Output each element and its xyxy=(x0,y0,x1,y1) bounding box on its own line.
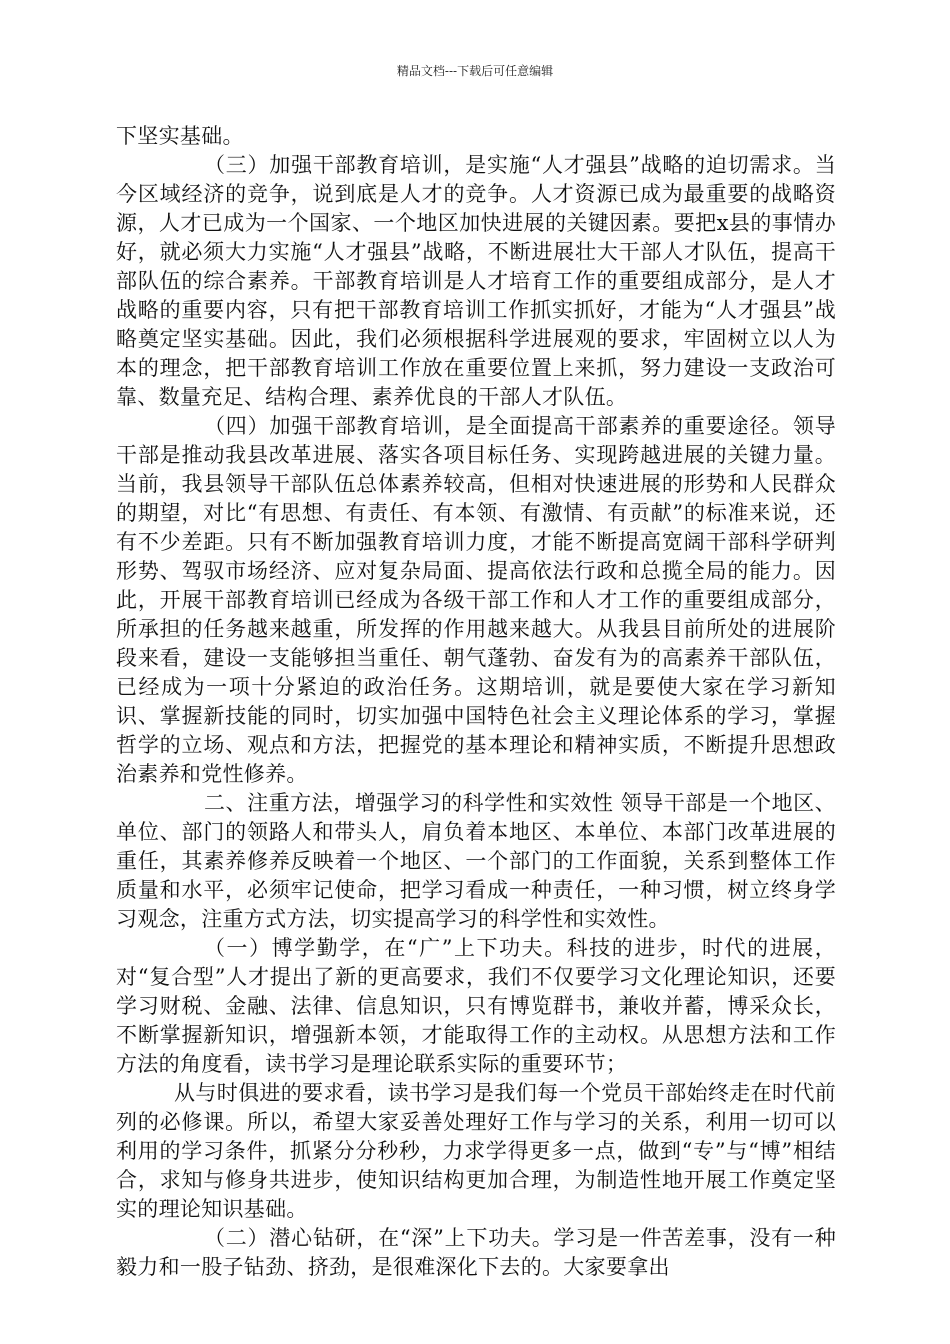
paragraph-reading-requirement: 从与时俱进的要求看，读书学习是我们每一个党员干部始终走在时代前列的必修课。所以，希望大家妥善处理好工作与学习的关系，利用一切可以利用的学习条件，抓紧分分秒秒，力求学得更多一点，做到“专”与“博”相结合，求知与修身共进步，使知识结构更加合理，为制造性地开展工作奠定坚实的理论知识基础。 xyxy=(116,1081,836,1221)
document-body xyxy=(116,122,836,1282)
paragraph-subsection-1: （一）博学勤学，在“广”上下功夫。科技的进步，时代的进展，对“复合型”人才提出了新的更高要求，我们不仅要学习文化理论知识，还要学习财税、金融、法律、信息知识，只有博览群书，兼收并蓄，博采众长，不断掌握新知识，增强新本领，才能取得工作的主动权。从思想方法和工作方法的角度看，读书学习是理论联系实际的重要环节； xyxy=(116,936,836,1076)
paragraph-section-4: （四）加强干部教育培训，是全面提高干部素养的重要途径。领导干部是推动我县改革进展、落实各项目标任务、实现跨越进展的关键力量。当前，我县领导干部队伍总体素养较高，但相对快速进展的形势和人民群众的期望，对比“有思想、有责任、有本领、有激情、有贡献”的标准来说，还有不少差距。只有不断加强教育培训力度，才能不断提高宽阔干部科学研判形势、驾驭市场经济、应对复杂局面、提高依法行政和总揽全局的能力。因此，开展干部教育培训已经成为各级干部工作和人才工作的重要组成部分，所承担的任务越来越重，所发挥的作用越来越大。从我县目前所处的进展阶段来看，建设一支能够担当重任、朝气蓬勃、奋发有为的高素养干部队伍，已经成为一项十分紧迫的政治任务。这期培训，就是要使大家在学习新知识、掌握新技能的同时，切实加强中国特色社会主义理论体系的学习，掌握哲学的立场、观点和方法，把握党的基本理论和精神实质，不断提升思想政治素养和党性修养。 xyxy=(116,414,836,786)
paragraph-section-3: （三）加强干部教育培训，是实施“人才强县”战略的迫切需求。当今区域经济的竞争，说到底是人才的竞争。人才资源已成为最重要的战略资源，人才已成为一个国家、一个地区加快进展的关键因素。要把x县的事情办好，就必须大力实施“人才强县”战略，不断进展壮大干部人才队伍，提高干部队伍的综合素养。干部教育培训是人才培育工作的重要组成部分，是人才战略的重要内容，只有把干部教育培训工作抓实抓好，才能为“人才强县”战略奠定坚实基础。因此，我们必须根据科学进展观的要求，牢固树立以人为本的理念，把干部教育培训工作放在重要位置上来抓，努力建设一支政治可靠、数量充足、结构合理、素养优良的干部人才队伍。 xyxy=(116,153,836,409)
paragraph-continuation: 下坚实基础。 xyxy=(116,124,244,148)
paragraph-subsection-2: （二）潜心钻研，在“深”上下功夫。学习是一件苦差事，没有一种毅力和一股子钻劲、挤劲，是很难深化下去的。大家要拿出 xyxy=(116,1226,836,1279)
page-header: 精品文档---下载后可任意编辑 xyxy=(396,64,554,78)
paragraph-heading-2: 二、注重方法，增强学习的科学性和实效性 领导干部是一个地区、单位、部门的领路人和带头人，肩负着本地区、本单位、本部门改革进展的重任，其素养修养反映着一个地区、一个部门的工作面貌，关系到整体工作质量和水平，必须牢记使命，把学习看成一种责任，一种习惯，树立终身学习观念，注重方式方法，切实提高学习的科学性和实效性。 xyxy=(116,791,836,931)
